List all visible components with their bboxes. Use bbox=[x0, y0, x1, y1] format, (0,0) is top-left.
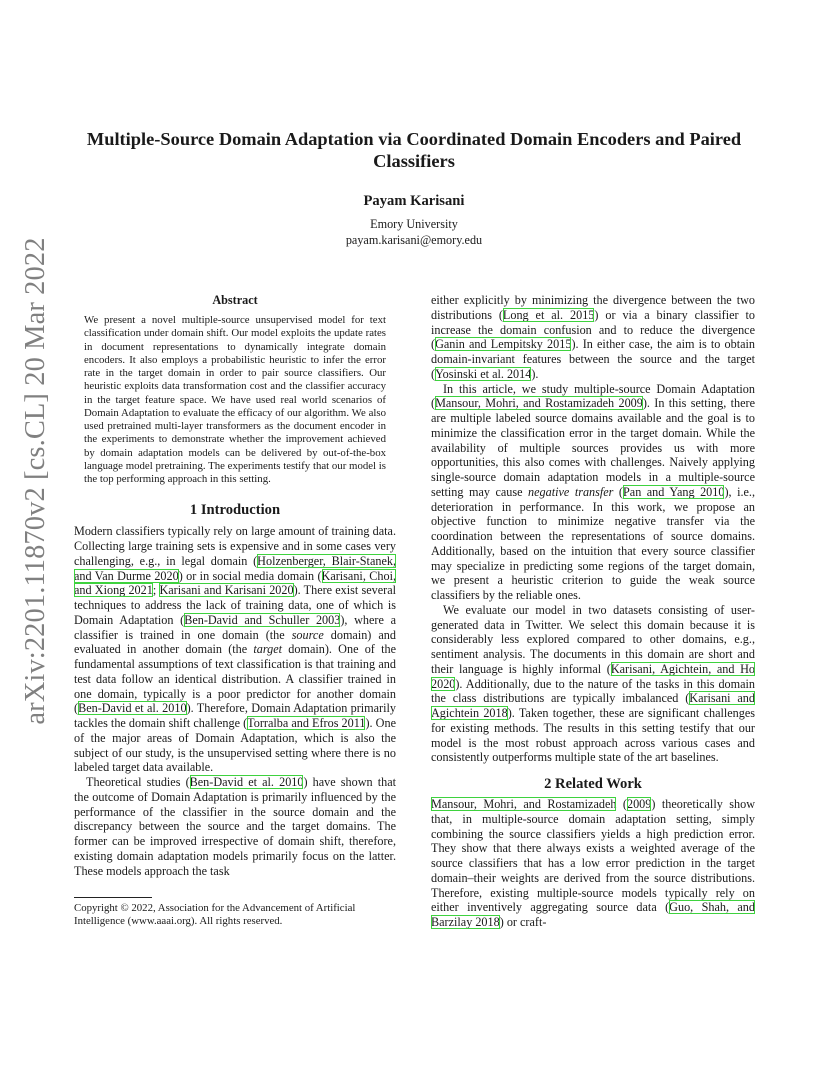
citation-link[interactable]: Ben-David et al. 2010 bbox=[189, 775, 304, 789]
citation-link[interactable]: Mansour, Mohri, and Rostamizadeh bbox=[431, 797, 617, 811]
intro-paragraph-4: In this article, we study multiple-source Domain Adaptation (Mansour, Mohri, and Rostamizadeh 2009). In this setting, there are multiple labeled source domains available and the goal is to minimize the classification error in the target domain. While the availability of multiple sources provides us with more opportunities, this also comes with challenges. Naively applying single-source domain adaptation models in a multiple-source setting may cause negative transfer (Pan and Yang 2010), i.e., deterioration in performance. In this work, we propose an objective function to minimize negative transfer via the coordination between the representations of source domains. Additionally, based on the intuition that every source classifier may specialize in predicting some regions of the target domain, we present a heuristic criterion to guide the weak source classifiers by the reliable ones. bbox=[431, 381, 756, 602]
citation-link[interactable]: Guo, Shah, and Barzilay 2018 bbox=[431, 900, 755, 929]
intro-paragraph-1: Modern classifiers typically rely on large amount of training data. Collecting large training sets is expensive and in some cases very challenging, e.g., in legal domain (Holzenberger, Blair-Stanek, and Van Durme 2020) or in social media domain (Karisani, Choi, and Xiong 2021; Karisani and Karisani 2020). There exist several techniques to address the lack of training data, one of which is Domain Adaptation (Ben-David and Schuller 2003), where a classifier is trained in one domain (the source domain) and evaluated in another domain (the target domain). One of the fundamental assumptions of text classification is that training and test data follow an identical distribution. A classifier trained in one domain, typically is a poor predictor for another domain (Ben-David et al. 2010). Therefore, Domain Adaptation primarily tackles the domain shift challenge (Torralba and Efros 2011). One of the major areas of Domain Adaptation, which is also the subject of our study, is the unsupervised setting where there is no labeled target data available. bbox=[74, 524, 396, 775]
intro-paragraph-2: Theoretical studies (Ben-David et al. 2010) have shown that the outcome of Domain Adaptation is primarily influenced by the performance of the classifier in the source domain and the discrepancy between the source and the target domains. The former can be improved irrespective of domain shift, therefore, existing domain adaptation models primarily focus on the latter. These models approach the task bbox=[74, 775, 396, 878]
arxiv-identifier bbox=[13, 237, 59, 725]
footnote-divider bbox=[74, 897, 152, 898]
citation-link[interactable]: Karisani and Agichtein 2018 bbox=[431, 691, 755, 720]
copyright-footnote: Copyright © 2022, Association for the Advancement of Artificial Intelligence (www.aaai.org). All rights reserved. bbox=[74, 902, 356, 927]
left-column bbox=[74, 293, 396, 878]
author-affiliation-block bbox=[0, 216, 828, 248]
citation-link[interactable]: Ganin and Lempitsky 2015 bbox=[435, 337, 572, 352]
arxiv-identifier-text: arXiv:2201.11870v2 [cs.CL] 20 Mar 2022 bbox=[20, 237, 51, 725]
affiliation: Emory University bbox=[370, 217, 458, 231]
right-column bbox=[431, 293, 755, 930]
abstract-heading: Abstract bbox=[212, 293, 258, 307]
citation-link[interactable]: Holzenberger, Blair-Stanek, and Van Durme 2020 bbox=[74, 553, 396, 583]
abstract-text: We present a novel multiple-source unsupervised model for text classification under domain shift. Our model exploits the update rates in document representations to dynamically integrate domain encoders. It also employs a probabilistic heuristic to infer the error rate in the target domain in order to pair source classifiers. Our heuristic exploits data transformation cost and the classifier accuracy in the target feature space. We have used real world scenarios of Domain Adaptation to evaluate the efficacy of our algorithm. We also used pretrained multi-layer transformers as the document encoder in the experiments to demonstrate whether the improvement achieved by domain adaptation models can be delivered by out-of-the-box language model pretraining. The experiments testify that our model is the top performing approach in this setting. bbox=[84, 314, 386, 485]
citation-link[interactable]: Ben-David et al. 2010 bbox=[78, 701, 187, 716]
author-email[interactable]: payam.karisani@emory.edu bbox=[345, 233, 483, 247]
citation-link[interactable]: Yosinski et al. 2014 bbox=[435, 366, 532, 381]
section-heading-related-work: 2 Related Work bbox=[544, 776, 642, 792]
citation-link[interactable]: Ben-David and Schuller 2003 bbox=[184, 612, 341, 627]
section-heading-introduction: 1 Introduction bbox=[189, 502, 281, 519]
author-name: Payam Karisani bbox=[363, 193, 465, 209]
citation-link[interactable]: Pan and Yang 2010 bbox=[623, 484, 725, 499]
citation-link[interactable]: Mansour, Mohri, and Rostamizadeh 2009 bbox=[435, 396, 643, 411]
intro-paragraph-5: We evaluate our model in two datasets consisting of user-generated data in Twitter. We select this domain because it is considerably less explored compared to other domains, e.g., sentiment analysis. The documents in this domain are short and their language is highly informal (Karisani, Agichtein, and Ho 2020). Additionally, due to the nature of the tasks in this domain the class distributions are typically imbalanced (Karisani and Agichtein 2018). Taken together, these are significant challenges for existing methods. The results in this setting testify that our model is the most robust approach across various cases and consistently outperforms multiple state of the art baselines. bbox=[431, 602, 756, 765]
citation-link[interactable]: Long et al. 2015 bbox=[502, 307, 595, 322]
paper-title: Multiple-Source Domain Adaptation via Coordinated Domain Encoders and Paired Classifiers bbox=[86, 129, 742, 171]
citation-link[interactable]: Karisani, Agichtein, and Ho 2020 bbox=[431, 661, 756, 691]
citation-link[interactable]: Torralba and Efros 2011 bbox=[247, 716, 366, 730]
citation-link[interactable]: Karisani, Choi, and Xiong 2021 bbox=[74, 568, 396, 598]
intro-paragraph-3: either explicitly by minimizing the divergence between the two distributions (Long et al. 2015) or via a binary classifier to increase the domain confusion and to reduce the divergence (Ganin and Lempitsky 2015). In either case, the aim is to obtain domain-invariant features between the source and the target (Yosinski et al. 2014). bbox=[431, 293, 755, 381]
related-work-paragraph-1: Mansour, Mohri, and Rostamizadeh (2009) theoretically show that, in multiple-source domain adaptation setting, simply combining the source classifiers yields a high prediction error. They show that there always exists a weighted average of the source classifiers that has a low error prediction in the target domain–their weights are derived from the source distributions. Therefore, existing multiple-source models typically rely on either inventively aggregating source data (Guo, Shah, and Barzilay 2018) or craft- bbox=[431, 797, 755, 929]
citation-link[interactable]: 2009 bbox=[626, 797, 652, 811]
citation-link[interactable]: Karisani and Karisani 2020 bbox=[159, 583, 294, 598]
